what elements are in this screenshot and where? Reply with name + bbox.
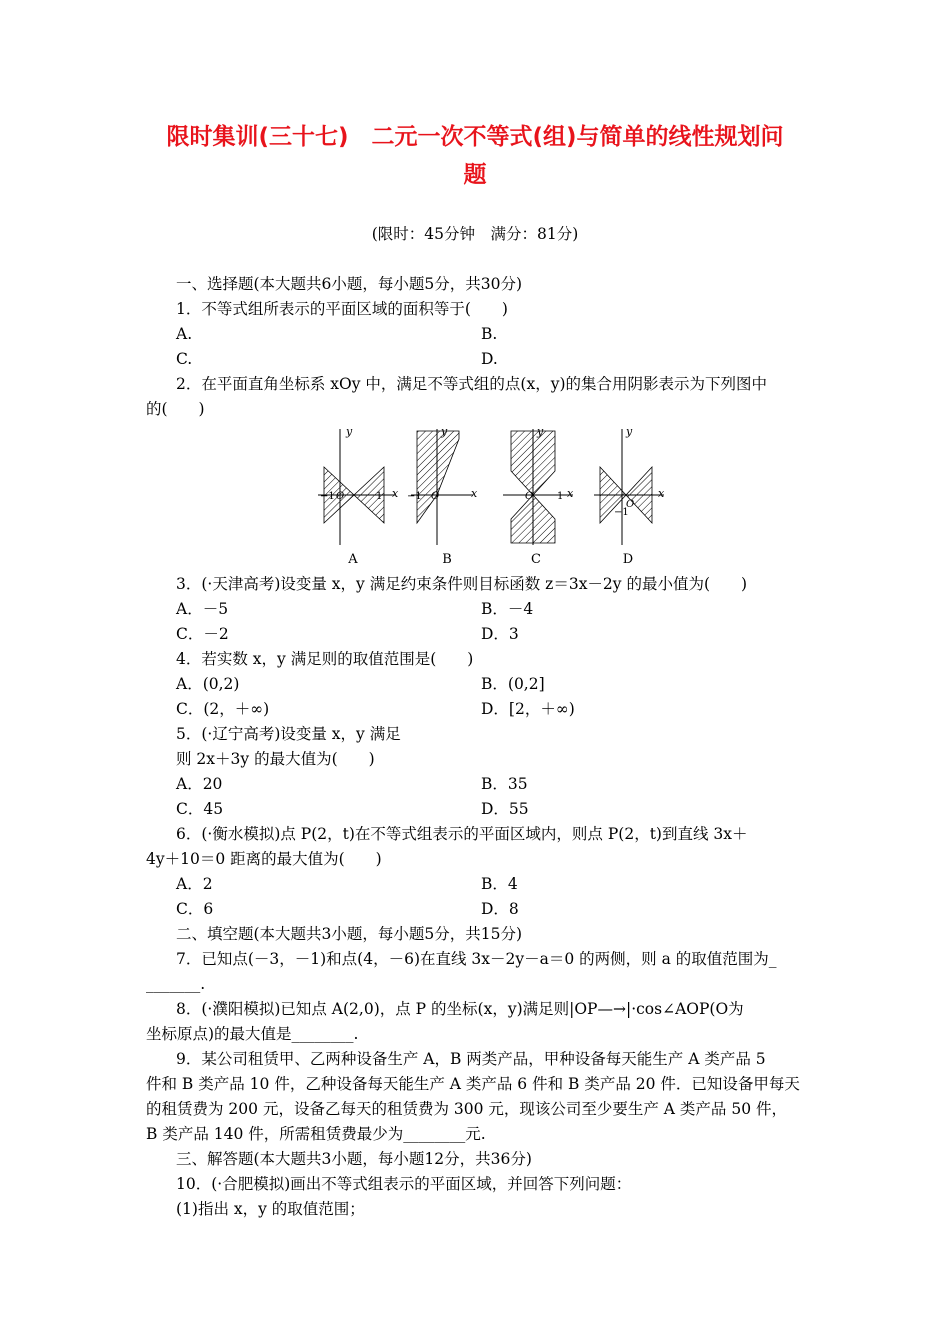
axis-label-y: y xyxy=(537,425,544,438)
question-9-line-1: 9．某公司租赁甲、乙两种设备生产 A，B 两类产品，甲种设备每天能生产 A 类产品 5 xyxy=(176,1050,766,1068)
q4-option-a: A．(0,2) xyxy=(176,675,240,693)
question-9-line-4: B 类产品 140 件，所需租赁费最少为________元. xyxy=(146,1125,486,1143)
question-10: 10．(·合肥模拟)画出不等式组表示的平面区域，并回答下列问题： xyxy=(176,1175,632,1193)
section-answer-heading: 三、解答题(本大题共3小题，每小题12分，共36分) xyxy=(176,1150,532,1168)
axis-label-x: x xyxy=(567,487,574,500)
axis-label-y: y xyxy=(626,425,633,438)
section-choice-heading: 一、选择题(本大题共6小题，每小题5分，共30分) xyxy=(176,275,523,293)
question-10-part-1: (1)指出 x，y 的取值范围； xyxy=(176,1200,365,1218)
question-3: 3．(·天津高考)设变量 x，y 满足约束条件则目标函数 z＝3x－2y 的最小值为( ) xyxy=(176,575,748,593)
q6-option-d: D．8 xyxy=(481,900,519,918)
q6-option-c: C．6 xyxy=(176,900,214,918)
question-9-line-2: 件和 B 类产品 10 件，乙种设备每天能生产 A 类产品 6 件和 B 类产品 20 件．已知设备甲每天 xyxy=(146,1075,800,1093)
q5-option-a: A．20 xyxy=(176,775,223,793)
q5-option-d: D．55 xyxy=(481,800,529,818)
question-7-line-1: 7．已知点(－3，－1)和点(4，－6)在直线 3x－2y－a＝0 的两侧，则 a 的取值范围为_ xyxy=(176,950,777,968)
q1-option-a: A. xyxy=(176,325,193,343)
q4-option-b: B．(0,2] xyxy=(481,675,545,693)
axis-label-x: x xyxy=(471,487,478,500)
page-title xyxy=(150,118,800,194)
tick-label-one: 1 xyxy=(376,491,383,502)
q6-option-b: B．4 xyxy=(481,875,518,893)
question-6-line-1: 6．(·衡水模拟)点 P(2，t)在不等式组表示的平面区域内，则点 P(2，t)到直线 3x＋ xyxy=(176,825,748,843)
q3-option-c: C．－2 xyxy=(176,625,229,643)
tick-label-neg-one: −1 xyxy=(407,491,422,502)
q3-option-d: D．3 xyxy=(481,625,519,643)
figure-panel-c xyxy=(503,425,574,545)
q1-option-c: C. xyxy=(176,350,193,368)
question-2-line-1: 2．在平面直角坐标系 xOy 中，满足不等式组的点(x，y)的集合用阴影表示为下列图中 xyxy=(176,375,768,393)
q4-option-c: C．(2，＋∞) xyxy=(176,700,270,718)
axis-label-x: x xyxy=(392,487,399,500)
origin-label: O xyxy=(525,491,534,502)
q3-option-a: A．－5 xyxy=(176,600,229,618)
question-4: 4．若实数 x，y 满足则的取值范围是( ) xyxy=(176,650,474,668)
q1-option-b: B. xyxy=(481,325,498,343)
question-8-line-1: 8．(·濮阳模拟)已知点 A(2,0)，点 P 的坐标(x，y)满足则|OP—→|·cos∠AOP(O为 xyxy=(176,1000,744,1018)
origin-label: O xyxy=(336,491,345,502)
figure-panel-d xyxy=(594,425,665,545)
title-line-2: 题 xyxy=(463,162,487,188)
question-5-line-2: 则 2x＋3y 的最大值为( ) xyxy=(176,750,375,768)
figure-label-c: C xyxy=(531,552,541,567)
origin-label: O xyxy=(626,499,635,510)
figure-label-b: B xyxy=(442,552,452,567)
figure-panel-a xyxy=(318,425,399,545)
section-fill-heading: 二、填空题(本大题共3小题，每小题5分，共15分) xyxy=(176,925,523,943)
question-5-line-1: 5．(·辽宁高考)设变量 x，y 满足 xyxy=(176,725,401,743)
title-line-1: 限时集训(三十七) 二元一次不等式(组)与简单的线性规划问 xyxy=(166,124,784,150)
axis-label-x: x xyxy=(658,487,665,500)
q6-option-a: A．2 xyxy=(176,875,213,893)
q4-option-d: D．[2，＋∞) xyxy=(481,700,575,718)
question-8-line-2: 坐标原点)的最大值是________. xyxy=(146,1025,359,1043)
q3-option-b: B．－4 xyxy=(481,600,534,618)
axis-label-y: y xyxy=(441,425,448,438)
q2-region-figures xyxy=(310,425,670,547)
question-2-line-2: 的( ) xyxy=(146,400,205,418)
question-7-line-2: _______. xyxy=(146,975,206,993)
axis-label-y: y xyxy=(346,425,353,438)
tick-label-one: 1 xyxy=(557,491,564,502)
tick-label-neg-one: −1 xyxy=(614,507,629,518)
question-6-line-2: 4y＋10＝0 距离的最大值为( ) xyxy=(146,850,382,868)
tick-label-neg-one: −1 xyxy=(320,491,335,502)
q5-option-c: C．45 xyxy=(176,800,224,818)
q1-option-d: D. xyxy=(481,350,498,368)
figure-label-d: D xyxy=(622,552,634,567)
question-1: 1．不等式组所表示的平面区域的面积等于( ) xyxy=(176,300,508,318)
origin-label: O xyxy=(431,491,440,502)
figure-panel-b xyxy=(407,425,478,545)
question-9-line-3: 的租赁费为 200 元，设备乙每天的租赁费为 300 元，现该公司至少要生产 A 类产品 50 件， xyxy=(146,1100,788,1118)
time-limit-note: (限时：45分钟 满分：81分) xyxy=(371,225,579,243)
q5-option-b: B．35 xyxy=(481,775,528,793)
figure-label-a: A xyxy=(348,552,358,567)
